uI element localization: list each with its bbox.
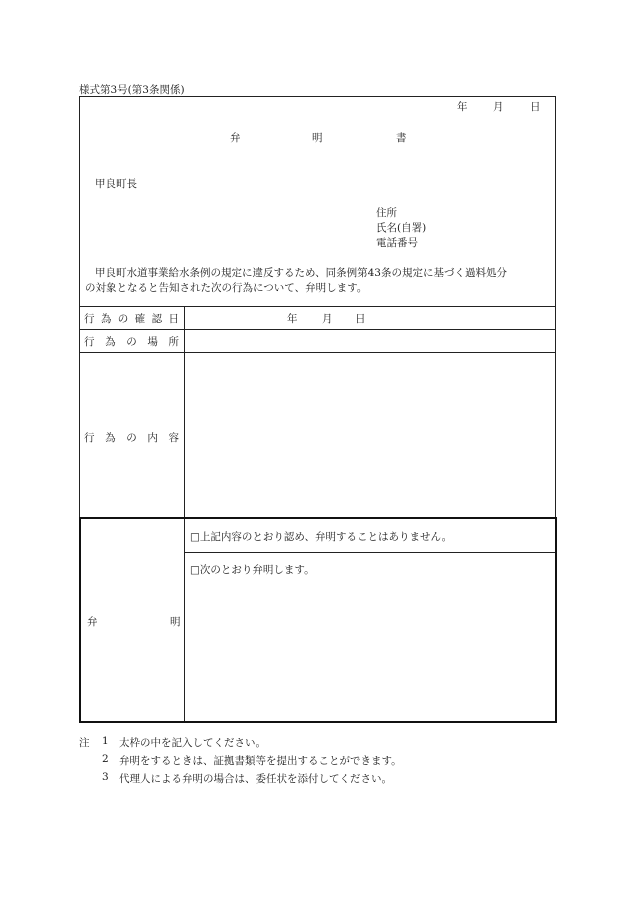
confirm-month-label: 月: [322, 313, 333, 325]
content-char: 為: [105, 432, 116, 444]
note-text-1: 太枠の中を記入してください。: [119, 737, 266, 749]
confirm-date-char: 行: [84, 313, 95, 325]
note-number-3: 3: [102, 771, 109, 783]
confirm-date-char: 認: [151, 313, 163, 325]
place-char: 行: [84, 336, 95, 348]
confirm-year-label: 年: [287, 313, 298, 325]
date-day-label: 日: [530, 101, 541, 113]
note-number-1: 1: [102, 735, 109, 747]
form-top-border: [79, 96, 556, 97]
content-char: 内: [147, 432, 158, 444]
title-char-2: 明: [312, 132, 323, 144]
column-divider-lower: [184, 519, 185, 721]
option-divider: [185, 552, 555, 553]
content-char: の: [126, 432, 137, 444]
column-divider-upper: [184, 306, 185, 518]
applicant-name-label: 氏名(自署): [376, 222, 427, 234]
note-text-3: 代理人による弁明の場合は、委任状を添付してください。: [119, 773, 392, 785]
place-label: [84, 334, 179, 349]
place-char: 場: [147, 336, 158, 348]
date-year-label: 年: [457, 101, 468, 113]
addressee: 甲良町長: [95, 178, 137, 190]
date-month-label: 月: [493, 101, 504, 113]
title-char-3: 書: [396, 132, 407, 144]
row-divider-1: [79, 329, 556, 330]
title-char-1: 弁: [230, 132, 241, 144]
place-char: 為: [105, 336, 116, 348]
option-no-explanation-checkbox[interactable]: □上記内容のとおり認め、弁明することはありません。: [190, 531, 453, 543]
explanation-label-char-2: 明: [170, 616, 181, 628]
explanation-box: [79, 517, 557, 723]
body-text-line-2: の対象となると告知された次の行為について、弁明します。: [85, 282, 368, 294]
form-number-label: 様式第3号(第3条関係): [79, 84, 185, 96]
note-text-2: 弁明をするときは、証拠書類等を提出することができます。: [119, 755, 402, 767]
notes-prefix: 注: [79, 737, 90, 749]
confirm-date-char: 日: [168, 313, 179, 325]
confirm-date-char: 確: [134, 313, 146, 325]
confirm-date-char: 為: [100, 313, 112, 325]
explanation-label-char-1: 弁: [87, 616, 98, 628]
content-char: 容: [168, 432, 179, 444]
applicant-phone-label: 電話番号: [376, 237, 418, 249]
content-char: 行: [84, 432, 95, 444]
option-explanation-checkbox[interactable]: □次のとおり弁明します。: [190, 564, 315, 576]
confirm-day-label: 日: [355, 313, 366, 325]
confirm-date-char: の: [117, 313, 129, 325]
table-top-border: [79, 306, 556, 307]
confirm-date-label: [84, 311, 179, 326]
place-char: 所: [168, 336, 179, 348]
row-divider-2: [79, 352, 556, 353]
note-number-2: 2: [102, 753, 109, 765]
place-char: の: [126, 336, 137, 348]
applicant-address-label: 住所: [376, 207, 397, 219]
content-label: [84, 430, 179, 445]
body-text-line-1: 甲良町水道事業給水条例の規定に違反するため、同条例第43条の規定に基づく過料処分: [95, 267, 507, 279]
